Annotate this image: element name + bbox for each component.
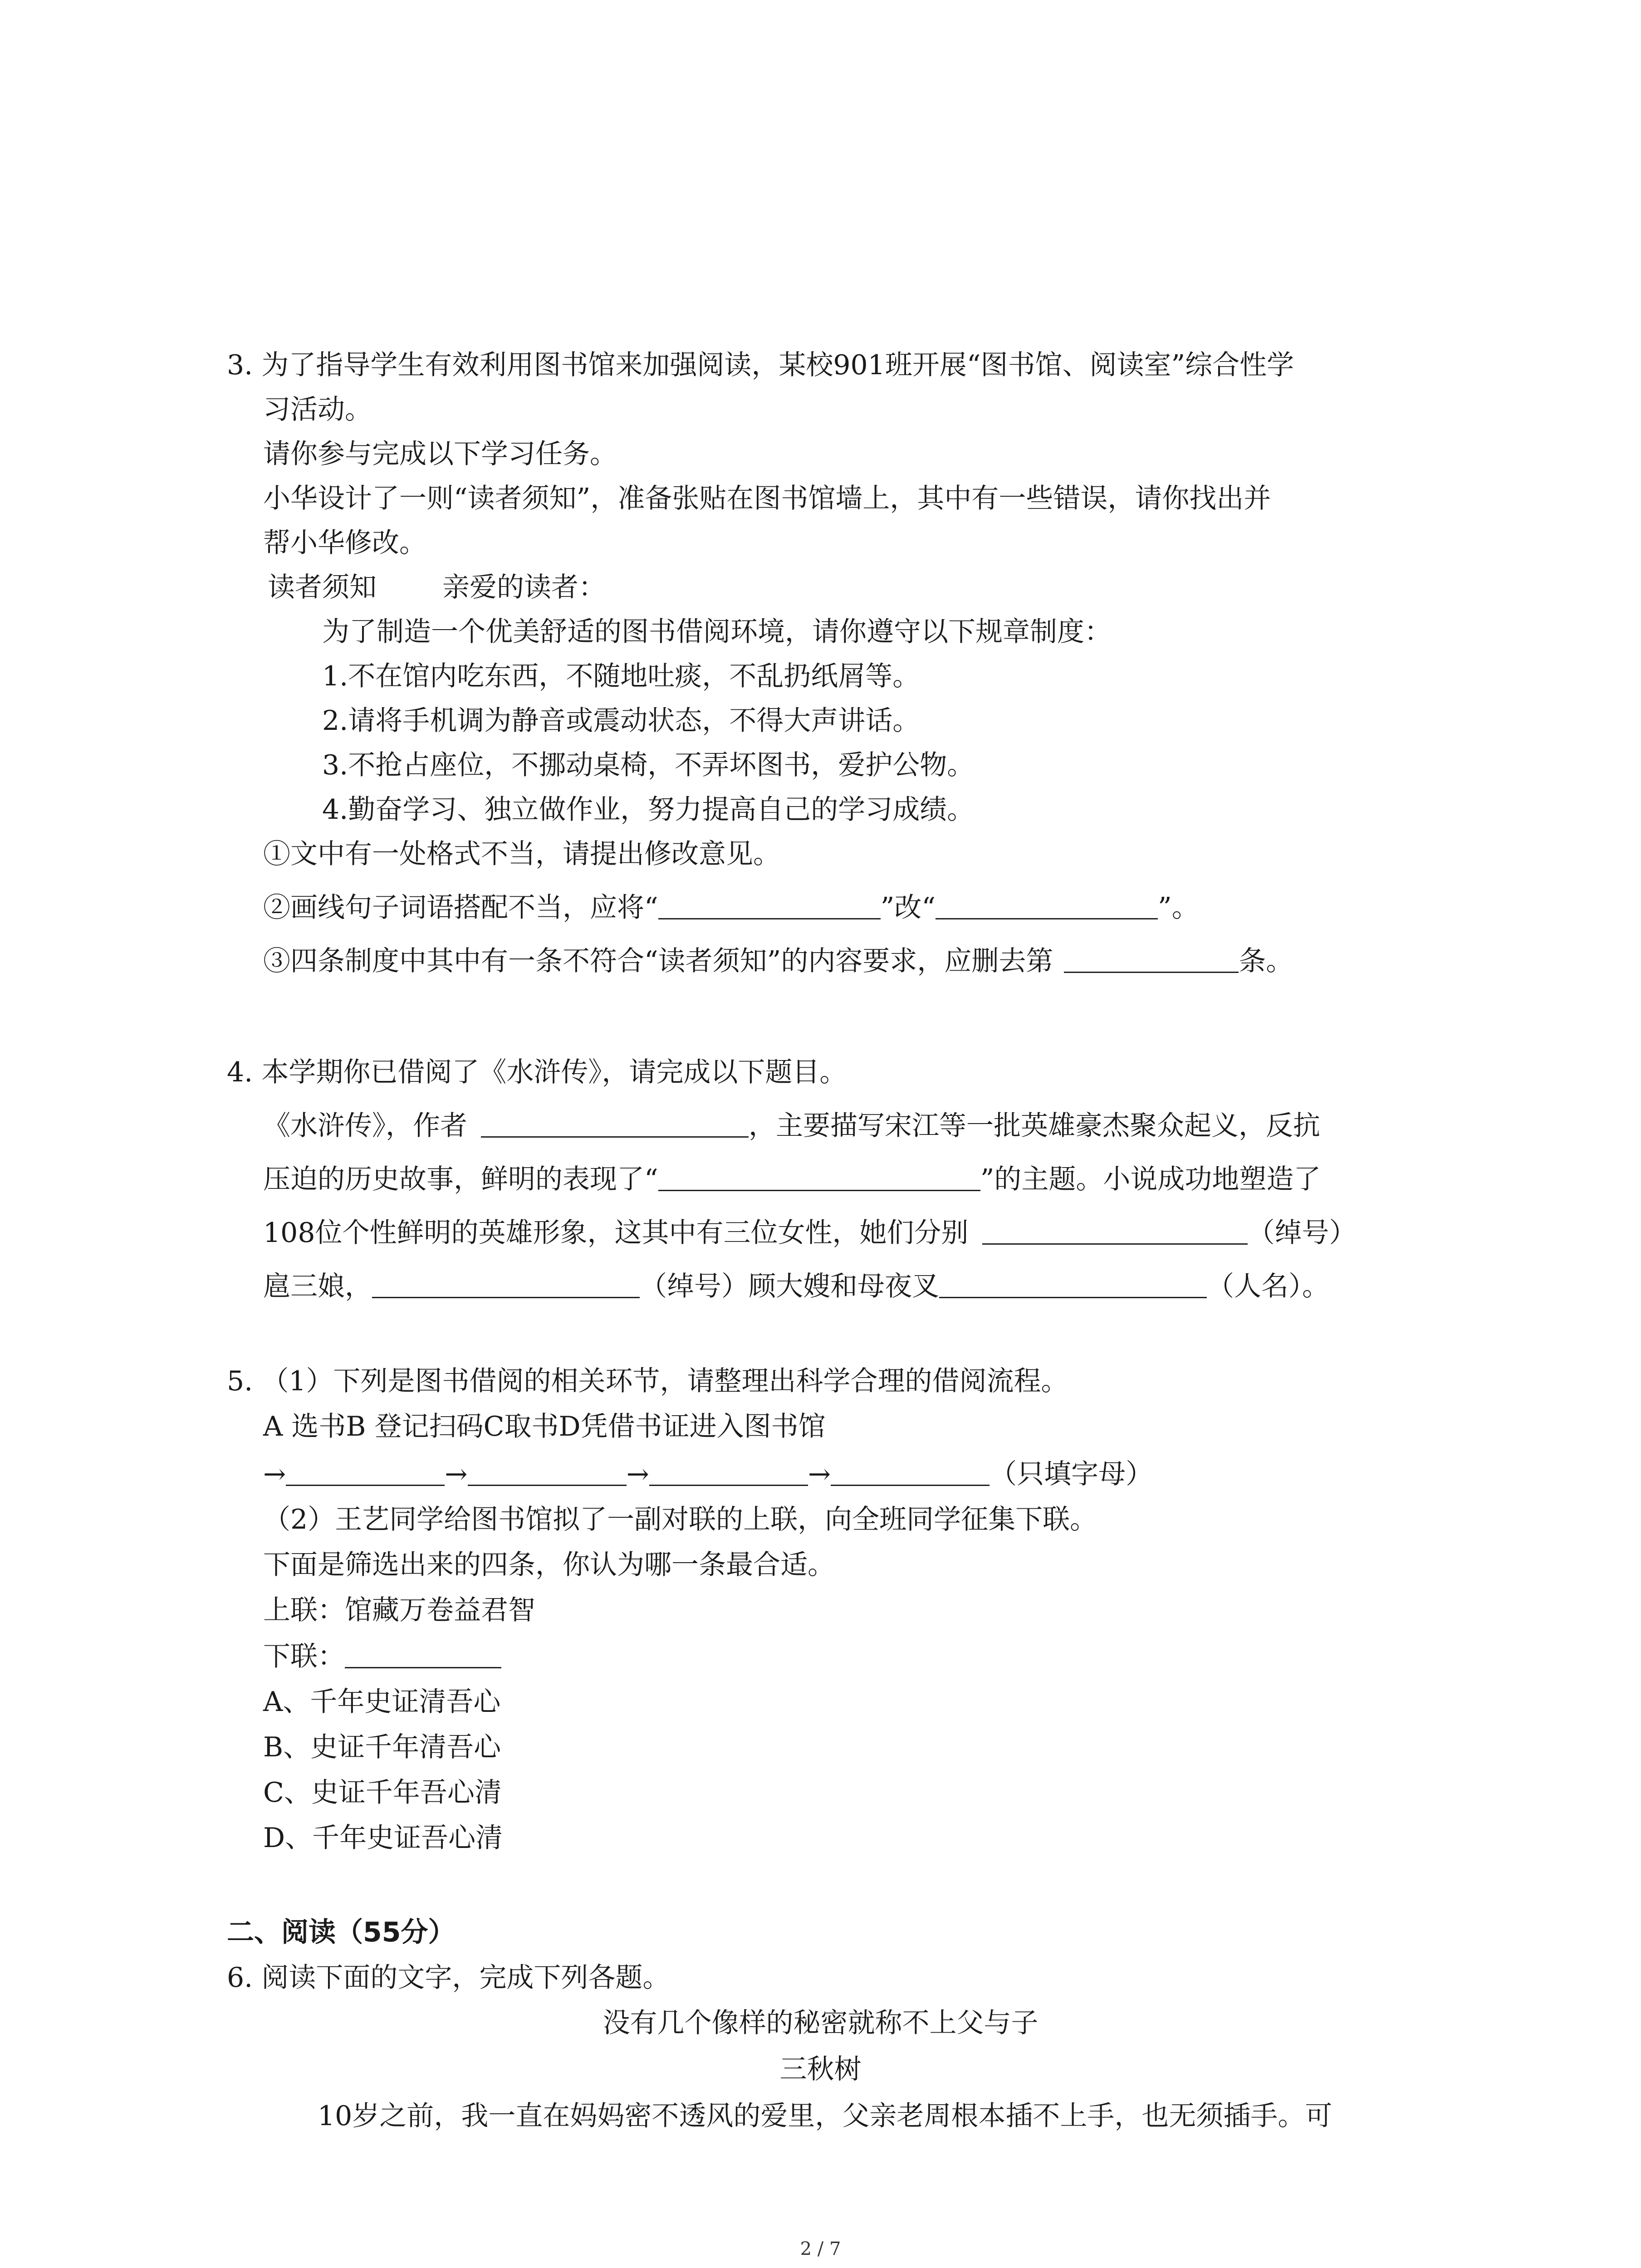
notice-rule-2: 2.请将手机调为静音或震动状态，不得大声讲话。	[322, 705, 920, 737]
q4-line-4	[263, 1215, 1357, 1251]
q4-line-4-text-a: 108位个性鲜明的英雄形象，这其中有三位女性，她们分别	[263, 1217, 969, 1249]
q5-flow-blank-1[interactable]	[286, 1458, 445, 1486]
q4-author-blank[interactable]	[481, 1110, 749, 1138]
arrow-icon: →	[626, 1458, 649, 1490]
q5-flow-blank-2[interactable]	[468, 1458, 627, 1486]
option-b: B、史证千年清吾心	[263, 1731, 501, 1763]
q5-line-1: 5. （1）下列是图书借阅的相关环节，请整理出科学合理的借阅流程。	[227, 1365, 1068, 1397]
arrow-icon: →	[263, 1458, 286, 1490]
q3-sub-3-text-b: 条。	[1239, 945, 1293, 977]
couplet-lower-label: 下联：	[263, 1641, 345, 1672]
page-number: 2 / 7	[800, 2239, 841, 2259]
option-d: D、千年史证吾心清	[263, 1822, 503, 1854]
q3-line-2: 习活动。	[263, 394, 372, 425]
option-c: C、史证千年吾心清	[263, 1777, 502, 1809]
q5-line-5: 下面是筛选出来的四条，你认为哪一条最合适。	[263, 1549, 835, 1581]
article-paragraph-1: 10岁之前，我一直在妈妈密不透风的爱里，父亲老周根本插不上手，也无须插手。可	[318, 2100, 1332, 2132]
q4-line-2-text-a: 《水浒传》，作者	[263, 1110, 467, 1142]
q3-sub-2-blank-1[interactable]	[658, 892, 881, 919]
q4-line-5-text-b: （绰号）顾大嫂和母夜叉	[640, 1271, 939, 1302]
q4-line-2	[263, 1108, 1320, 1144]
q4-line-5-text-a: 扈三娘，	[263, 1271, 372, 1302]
q3-line-4: 小华设计了一则“读者须知”，准备张贴在图书馆墙上，其中有一些错误，请你找出并	[263, 483, 1271, 514]
option-a: A、千年史证清吾心	[263, 1686, 501, 1718]
q3-sub-3-blank[interactable]	[1064, 945, 1239, 973]
notice-rule-3: 3.不抢占座位，不挪动桌椅，不弄坏图书，爱护公物。	[322, 749, 975, 781]
article-author: 三秋树	[779, 2053, 862, 2085]
q4-line-1: 4. 本学期你已借阅了《水浒传》，请完成以下题目。	[227, 1056, 847, 1088]
q4-line-3	[263, 1161, 1321, 1198]
article-title: 没有几个像样的秘密就称不上父与子	[603, 2007, 1038, 2039]
q3-sub-2-text-a: ②画线句子词语搭配不当，应将“	[263, 892, 658, 924]
q5-fill-note: （只填字母）	[989, 1458, 1153, 1490]
notice-rule-4: 4.勤奋学习、独立做作业，努力提高自己的学习成绩。	[322, 794, 975, 826]
q6-line-1: 6. 阅读下面的文字，完成下列各题。	[227, 1962, 670, 1994]
q3-sub-3	[263, 943, 1293, 979]
notice-rule-1: 1.不在馆内吃东西，不随地吐痰，不乱扔纸屑等。	[322, 660, 920, 692]
section-heading: 二、阅读（55分）	[227, 1916, 456, 1948]
couplet-lower	[263, 1638, 501, 1675]
couplet-lower-blank[interactable]	[345, 1641, 501, 1668]
q4-line-4-text-b: （绰号）	[1247, 1217, 1357, 1249]
q4-line-5	[263, 1268, 1329, 1305]
q5-flow-blank-4[interactable]	[831, 1458, 989, 1486]
q3-line-5: 帮小华修改。	[263, 527, 426, 559]
q5-line-4: （2）王艺同学给图书馆拟了一副对联的上联，向全班同学征集下联。	[263, 1504, 1097, 1535]
q3-sub-2-blank-2[interactable]	[936, 892, 1158, 919]
q4-line-3-text-b: ”的主题。小说成功地塑造了	[980, 1163, 1321, 1195]
q4-nickname-blank-1[interactable]	[982, 1217, 1248, 1245]
q3-sub-2	[263, 890, 1199, 926]
notice-intro: 为了制造一个优美舒适的图书借阅环境，请你遵守以下规章制度：	[322, 616, 1112, 648]
q4-nickname-blank-2[interactable]	[372, 1271, 640, 1298]
q5-flow-line	[263, 1456, 1153, 1492]
q4-name-blank[interactable]	[939, 1271, 1207, 1298]
q5-line-2: A 选书B 登记扫码C取书D凭借书证进入图书馆	[263, 1411, 826, 1442]
q3-sub-1: ①文中有一处格式不当，请提出修改意见。	[263, 838, 780, 870]
q3-sub-2-text-c: ”。	[1158, 892, 1199, 924]
q3-line-1: 3. 为了指导学生有效利用图书馆来加强阅读，某校901班开展“图书馆、阅读室”综合性学	[227, 349, 1294, 381]
arrow-icon: →	[808, 1458, 831, 1490]
q5-flow-blank-3[interactable]	[649, 1458, 808, 1486]
q4-line-2-text-b: ，主要描写宋江等一批英雄豪杰聚众起义，反抗	[749, 1110, 1320, 1142]
q3-line-3: 请你参与完成以下学习任务。	[263, 438, 617, 470]
couplet-upper: 上联：馆藏万卷益君智	[263, 1594, 535, 1626]
q4-theme-blank[interactable]	[658, 1163, 980, 1191]
q3-sub-2-text-b: ”改“	[880, 892, 936, 924]
notice-greeting: 亲爱的读者：	[442, 572, 606, 603]
q4-line-5-text-c: （人名）。	[1207, 1271, 1329, 1302]
q4-line-3-text-a: 压迫的历史故事，鲜明的表现了“	[263, 1163, 658, 1195]
arrow-icon: →	[445, 1458, 468, 1490]
q3-sub-3-text-a: ③四条制度中其中有一条不符合“读者须知”的内容要求，应删去第	[263, 945, 1053, 977]
notice-title: 读者须知	[268, 572, 377, 603]
